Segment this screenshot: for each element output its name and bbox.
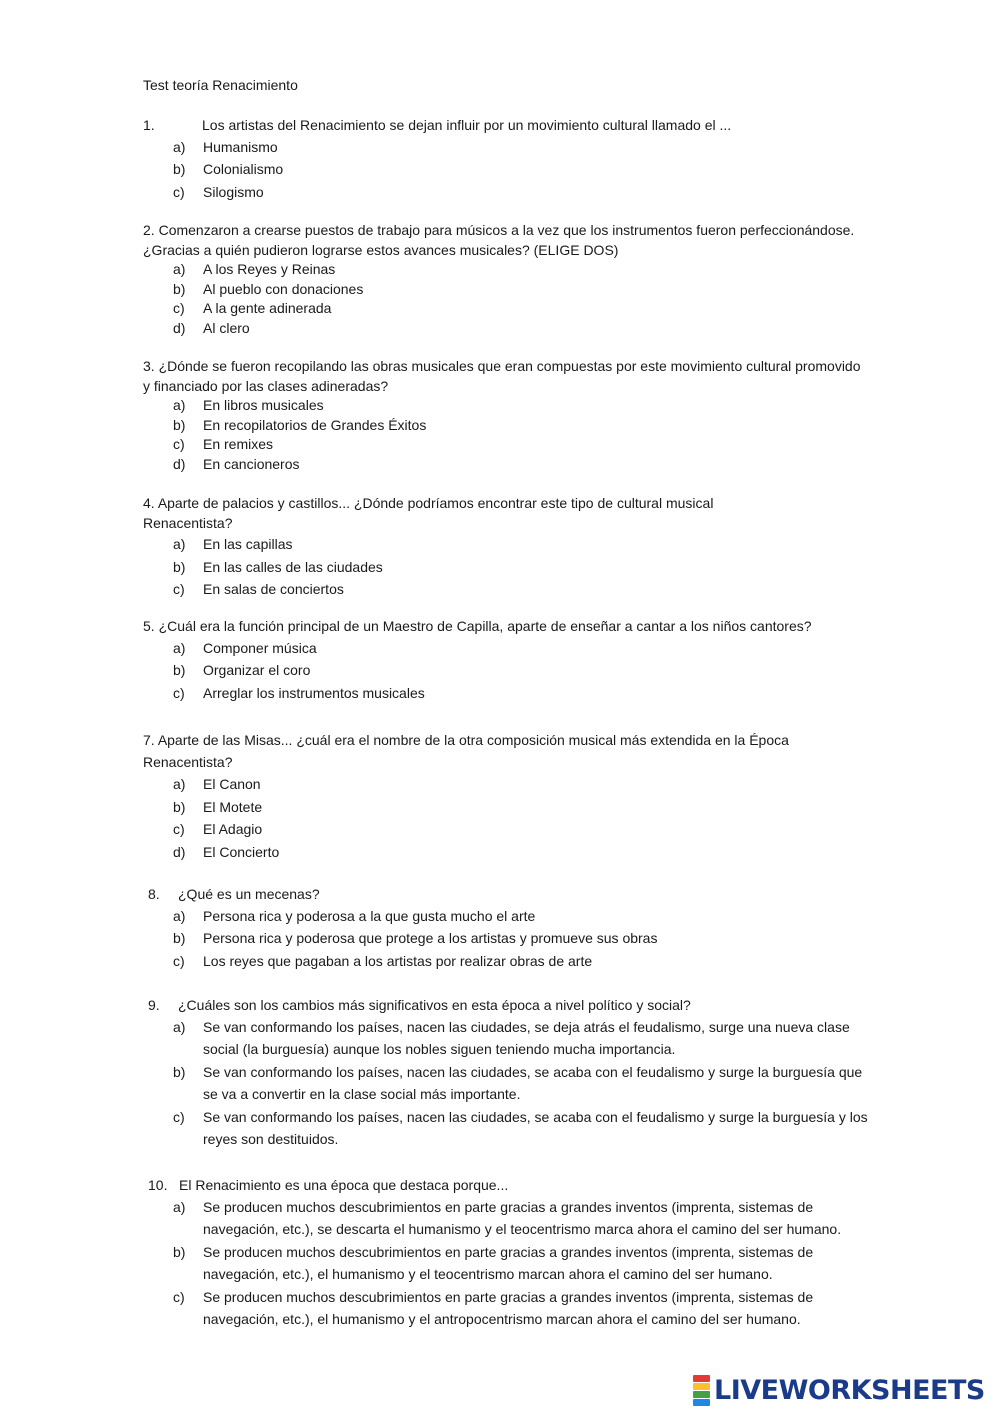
option-text: Al clero xyxy=(203,320,250,337)
option-item[interactable] xyxy=(143,299,863,319)
option-item[interactable] xyxy=(143,841,863,864)
question-text: 8. ¿Qué es un mecenas? xyxy=(148,885,868,905)
option-letter: b) xyxy=(173,1243,186,1260)
option-text: A los Reyes y Reinas xyxy=(203,261,336,277)
question-text: 5. ¿Cuál era la función principal de un Maestro de Capilla, aparte de enseñar a cantar a los niños cantores? xyxy=(143,617,883,637)
option-letter: b) xyxy=(173,280,186,297)
liveworksheets-logo xyxy=(693,1374,985,1406)
option-text: Se van conformando los países, nacen las ciudades, se acaba con el feudalismo y surge la burguesía que se va a convertir en la clase social más importante. xyxy=(203,1063,863,1102)
question-number: 2. xyxy=(143,222,155,238)
option-letter: b) xyxy=(173,416,186,433)
question-text: 7. Aparte de las Misas... ¿cuál era el nombre de la otra composición musical más extendida en la Época Renacentista? xyxy=(143,729,863,773)
options-list xyxy=(143,1196,868,1331)
option-text: En libros musicales xyxy=(203,397,324,413)
question-7 xyxy=(143,729,863,863)
option-text: El Canon xyxy=(203,776,261,792)
option-text: Los reyes que pagaban a los artistas por realizar obras de arte xyxy=(203,952,593,969)
option-item[interactable] xyxy=(143,1196,868,1241)
option-text: En recopilatorios de Grandes Éxitos xyxy=(203,416,427,433)
option-letter: d) xyxy=(173,843,186,860)
option-text: Componer música xyxy=(203,639,317,656)
question-text: 2. Comenzaron a crearse puestos de trabajo para músicos a la vez que los instrumentos fueron perfeccionándose. ¿Gracias a quién pudieron lograrse estos avances musicales? (ELIGE DOS) xyxy=(143,222,855,258)
option-letter: a) xyxy=(173,1018,186,1035)
question-text: 9. ¿Cuáles son los cambios más significativos en esta época a nivel político y social? xyxy=(148,996,868,1016)
option-letter: b) xyxy=(173,1063,186,1080)
option-letter: a) xyxy=(173,261,186,277)
option-item[interactable] xyxy=(143,773,863,796)
option-item[interactable] xyxy=(143,578,863,601)
option-text: Se van conformando los países, nacen las ciudades, se deja atrás el feudalismo, surge una nueva clase social (la burguesía) aunque los nobles siguen teniendo mucha importancia. xyxy=(203,1018,850,1057)
options-list xyxy=(143,773,863,863)
logo-mark-block xyxy=(693,1375,710,1382)
option-text: Se producen muchos descubrimientos en parte gracias a grandes inventos (imprenta, sistemas de navegación, etc.), el humanismo y el teocentrismo marcan ahora el camino del ser humano. xyxy=(203,1243,814,1282)
option-text: Se van conformando los países, nacen las ciudades, se acaba con el feudalismo y surge la burguesía y los reyes son destituidos. xyxy=(203,1108,868,1147)
option-letter: d) xyxy=(173,320,186,337)
option-text: Persona rica y poderosa que protege a los artistas y promueve sus obras xyxy=(203,930,658,946)
question-3 xyxy=(143,357,863,475)
option-item[interactable] xyxy=(143,396,863,416)
options-list xyxy=(143,136,863,204)
option-item[interactable] xyxy=(143,533,863,556)
options-list xyxy=(143,533,863,601)
option-item[interactable] xyxy=(143,1061,868,1106)
option-item[interactable] xyxy=(143,455,863,475)
option-text: En las capillas xyxy=(203,536,293,552)
option-item[interactable] xyxy=(143,1241,868,1286)
option-letter: c) xyxy=(173,1288,185,1305)
option-item[interactable] xyxy=(143,435,863,455)
option-letter: c) xyxy=(173,436,185,453)
question-10 xyxy=(143,1176,868,1331)
option-letter: c) xyxy=(173,1108,185,1125)
option-item[interactable] xyxy=(143,556,863,579)
option-text: Colonialismo xyxy=(203,161,284,177)
logo-mark-block xyxy=(693,1391,710,1398)
option-item[interactable] xyxy=(143,319,863,339)
option-text: El Concierto xyxy=(203,843,280,860)
question-text: 4. Aparte de palacios y castillos... ¿Dónde podríamos encontrar este tipo de cultural musical Renacentista? xyxy=(143,495,714,531)
question-8 xyxy=(143,885,868,972)
option-letter: a) xyxy=(173,907,186,924)
option-letter: b) xyxy=(173,161,186,177)
option-letter: b) xyxy=(173,798,186,815)
option-letter: b) xyxy=(173,558,186,575)
question-number: 4. xyxy=(143,495,155,511)
question-5 xyxy=(143,617,883,704)
question-text: 10. El Renacimiento es una época que destaca porque... xyxy=(148,1176,868,1196)
option-text: El Adagio xyxy=(203,821,263,837)
option-item[interactable] xyxy=(143,1016,868,1061)
options-list xyxy=(143,260,863,339)
option-item[interactable] xyxy=(143,136,863,159)
option-text: Silogismo xyxy=(203,183,264,200)
option-item[interactable] xyxy=(143,260,863,280)
page-title: Test teoría Renacimiento xyxy=(143,77,298,93)
option-text: En remixes xyxy=(203,436,274,453)
question-number: 3. xyxy=(143,358,155,374)
option-letter: c) xyxy=(173,952,185,969)
option-letter: d) xyxy=(173,456,186,473)
option-text: Humanismo xyxy=(203,138,278,155)
question-text: 1. Los artistas del Renacimiento se dejan influir por un movimiento cultural llamado el ... xyxy=(143,116,863,136)
option-text: En las calles de las ciudades xyxy=(203,558,383,575)
option-letter: b) xyxy=(173,662,186,678)
option-text: Organizar el coro xyxy=(203,662,311,678)
question-2 xyxy=(143,221,863,339)
option-text: En cancioneros xyxy=(203,456,300,473)
question-number: 1. xyxy=(143,117,155,133)
option-text: Se producen muchos descubrimientos en parte gracias a grandes inventos (imprenta, sistemas de navegación, etc.), se descarta el humanismo y el teocentrismo marca ahora el camino del ser humano. xyxy=(203,1198,842,1237)
option-letter: a) xyxy=(173,536,186,552)
logo-mark-block xyxy=(693,1383,710,1390)
option-text: Se producen muchos descubrimientos en parte gracias a grandes inventos (imprenta, sistemas de navegación, etc.), el humanismo y el antropocentrismo marcan ahora el camino del ser humano. xyxy=(203,1288,814,1327)
logo-mark-block xyxy=(693,1399,710,1406)
option-item[interactable] xyxy=(143,1106,868,1151)
option-text: Arreglar los instrumentos musicales xyxy=(203,684,425,701)
option-item[interactable] xyxy=(143,158,863,181)
logo-mark-icon xyxy=(693,1375,710,1406)
option-text: El Motete xyxy=(203,798,263,815)
option-letter: a) xyxy=(173,138,186,155)
question-text: 3. ¿Dónde se fueron recopilando las obras musicales que eran compuestas por este movimiento cultural promovido y financiado por las clases adineradas? xyxy=(143,358,861,394)
question-number: 5. xyxy=(143,618,155,634)
option-item[interactable] xyxy=(143,637,883,660)
question-number: 10. xyxy=(148,1177,168,1193)
question-9 xyxy=(143,996,868,1151)
option-letter: a) xyxy=(173,639,186,656)
option-letter: c) xyxy=(173,300,185,317)
option-letter: c) xyxy=(173,821,185,837)
option-item[interactable] xyxy=(143,1286,868,1331)
option-letter: b) xyxy=(173,930,186,946)
option-text: En salas de conciertos xyxy=(203,581,344,597)
option-letter: c) xyxy=(173,183,185,200)
option-letter: c) xyxy=(173,684,185,701)
option-item[interactable] xyxy=(143,927,868,950)
option-item[interactable] xyxy=(143,818,863,841)
question-number: 9. xyxy=(148,997,160,1013)
question-1 xyxy=(143,116,863,203)
options-list xyxy=(143,1016,868,1151)
options-list xyxy=(143,637,883,705)
option-item[interactable] xyxy=(143,659,883,682)
option-item[interactable] xyxy=(143,181,863,204)
question-number: 7. xyxy=(143,732,155,748)
option-text: Al pueblo con donaciones xyxy=(203,280,364,297)
option-item[interactable] xyxy=(143,280,863,300)
options-list xyxy=(143,396,863,475)
option-text: Persona rica y poderosa a la que gusta mucho el arte xyxy=(203,907,536,924)
option-item[interactable] xyxy=(143,416,863,436)
question-number: 8. xyxy=(148,886,160,902)
logo-text: LIVEWORKSHEETS xyxy=(714,1374,985,1406)
option-item[interactable] xyxy=(143,950,868,973)
options-list xyxy=(143,905,868,973)
option-letter: a) xyxy=(173,397,186,413)
option-text: A la gente adinerada xyxy=(203,300,332,317)
question-4 xyxy=(143,494,863,601)
option-letter: a) xyxy=(173,1198,186,1215)
option-item[interactable] xyxy=(143,796,863,819)
option-letter: a) xyxy=(173,776,186,792)
option-letter: c) xyxy=(173,581,185,597)
option-item[interactable] xyxy=(143,905,868,928)
option-item[interactable] xyxy=(143,682,883,705)
